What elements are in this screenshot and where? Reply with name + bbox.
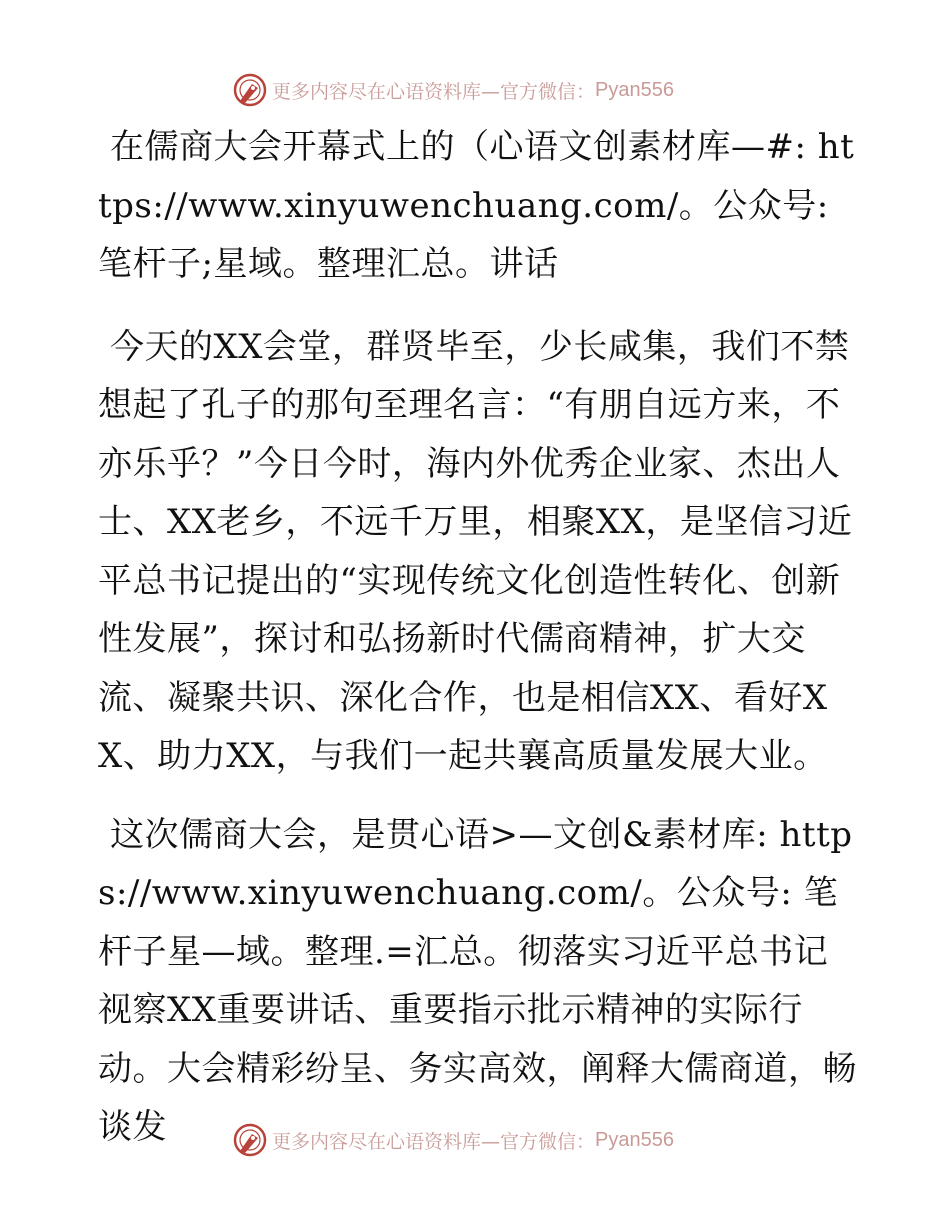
watermark-text: 更多内容尽在心语资料库—官方微信：	[272, 80, 596, 103]
pen-nib-logo-icon	[232, 72, 268, 108]
paragraph-title: 在儒商大会开幕式上的（心语文创素材库—#: https://www.xinyuwenchuang.com/。公众号: 笔杆子;星域。整理汇总。讲话	[98, 127, 855, 284]
footer-watermark	[232, 1120, 752, 1160]
watermark-text: 更多内容尽在心语资料库—官方微信：	[272, 1130, 596, 1153]
header-watermark	[232, 70, 752, 110]
document-body	[98, 118, 858, 1177]
pen-nib-logo-icon	[232, 1122, 268, 1158]
paragraph-conference: 这次儒商大会，是贯心语>—文创&素材库: https://www.xinyuwenchuang.com/。公众号: 笔杆子星—域。整理.=汇总。彻落实习近平总书记视察XX重要讲话、重要指示批示精神的实际行动。大会精彩纷呈、务实高效，阐释大儒商道，畅谈发	[98, 814, 857, 1147]
watermark-wechat-id: Pyan556	[595, 1128, 674, 1151]
watermark-wechat-id: Pyan556	[595, 78, 674, 101]
paragraph-opening: 今天的XX会堂，群贤毕至，少长咸集，我们不禁想起了孔子的那句至理名言：“有朋自远方来，不亦乐乎？”今日今时，海内外优秀企业家、杰出人士、XX老乡，不远千万里，相聚XX，是坚信习近平总书记提出的“实现传统文化创造性转化、创新性发展”，探讨和弘扬新时代儒商精神，扩大交流、凝聚共识、深化合作，也是相信XX、看好XX、助力XX，与我们一起共襄高质量发展大业。	[98, 326, 853, 776]
